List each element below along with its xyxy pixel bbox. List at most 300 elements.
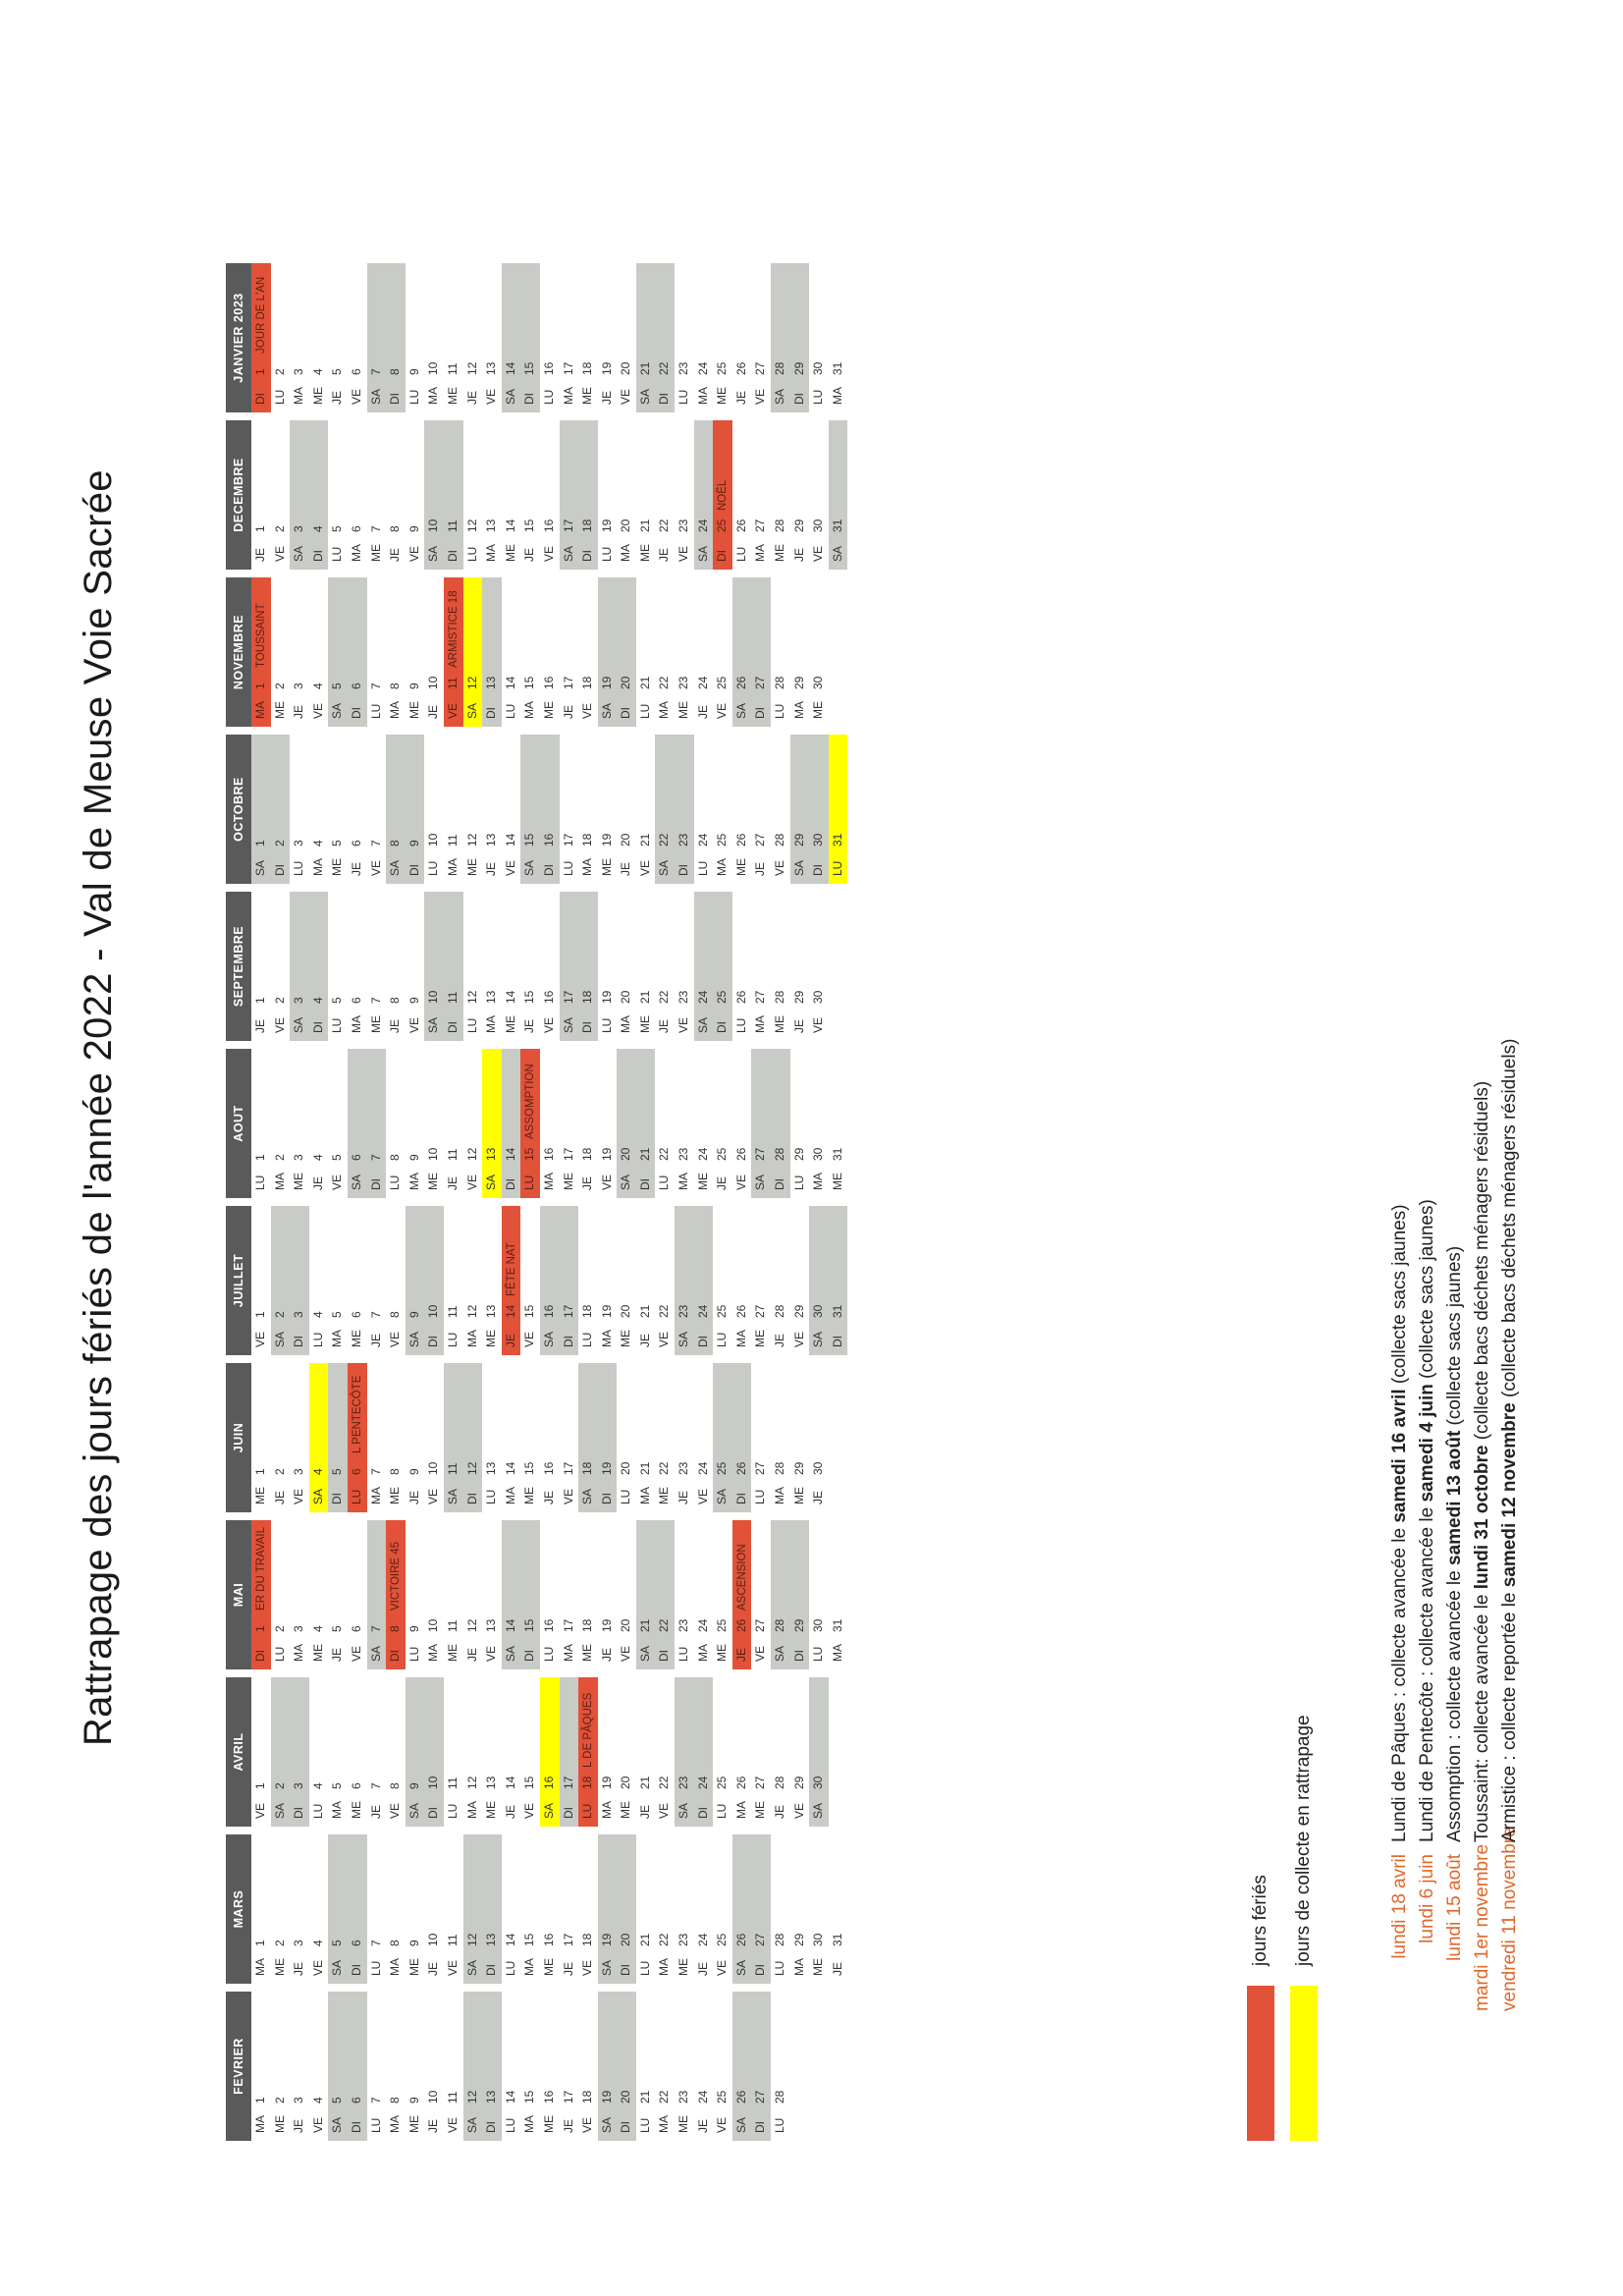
- day-cell: [751, 1206, 771, 1355]
- day-name: SA: [464, 1959, 479, 1976]
- day-cell: [424, 263, 444, 412]
- day-number: 3: [292, 840, 306, 847]
- day-name: DI: [292, 1807, 306, 1819]
- day-number: 16: [541, 2090, 556, 2104]
- day-cell: [424, 1363, 444, 1512]
- day-number: 15: [522, 1304, 537, 1318]
- day-number: 9: [406, 683, 421, 689]
- day-number: 4: [310, 683, 325, 689]
- day-name: SA: [657, 859, 672, 876]
- day-cell: [444, 1992, 463, 2141]
- day-cell: [732, 1834, 752, 1984]
- day-number: 3: [292, 1311, 306, 1318]
- day-cell: [598, 735, 618, 884]
- day-name: JE: [503, 1333, 517, 1347]
- day-name: JE: [253, 1018, 267, 1033]
- day-name: VE: [619, 388, 633, 405]
- day-cell: [751, 735, 771, 884]
- day-name: MA: [388, 2115, 403, 2133]
- day-number: 17: [561, 519, 575, 532]
- day-cell: [540, 577, 560, 727]
- day-number: 28: [773, 519, 787, 532]
- day-number: 19: [599, 990, 614, 1004]
- day-cell: [809, 1206, 829, 1355]
- day-number: 26: [733, 990, 748, 1004]
- day-number: 15: [522, 676, 537, 689]
- day-name: SA: [426, 1016, 441, 1033]
- day-cell: [732, 420, 752, 570]
- day-name: DI: [715, 1021, 730, 1033]
- day-name: SA: [464, 2116, 479, 2133]
- day-number: 15: [522, 833, 537, 847]
- day-cell: [809, 892, 829, 1041]
- day-cell: [309, 1834, 329, 1984]
- day-cell: [444, 735, 463, 884]
- day-name: DI: [464, 1493, 479, 1504]
- day-name: SA: [733, 702, 748, 719]
- day-cell: [636, 892, 656, 1041]
- day-cell: [771, 263, 790, 412]
- day-number: 24: [695, 2090, 710, 2104]
- day-name: ME: [522, 1487, 537, 1504]
- day-cell: [328, 1206, 348, 1355]
- day-name: JE: [773, 1333, 787, 1347]
- day-number: 21: [637, 990, 652, 1004]
- note-row: [1386, 1039, 1414, 2011]
- day-number: 9: [406, 1940, 421, 1946]
- day-number: 2: [272, 683, 287, 689]
- day-number: 14: [503, 676, 517, 689]
- day-name: ME: [637, 544, 652, 562]
- day-number: 23: [676, 833, 691, 847]
- day-name: MA: [484, 1015, 499, 1033]
- day-number: 29: [791, 833, 806, 847]
- day-cell: [520, 420, 540, 570]
- day-cell: [540, 1520, 560, 1669]
- day-number: 5: [330, 840, 345, 847]
- day-number: 20: [619, 2090, 633, 2104]
- day-cell: [636, 735, 656, 884]
- day-number: 31: [830, 833, 844, 847]
- day-name: MA: [561, 1644, 575, 1662]
- day-cell: [751, 1834, 771, 1984]
- day-cell: [713, 1992, 732, 2141]
- day-cell: [520, 1992, 540, 2141]
- day-number: 3: [292, 525, 306, 532]
- day-name: DI: [580, 550, 595, 562]
- day-name: JE: [484, 861, 499, 876]
- day-name: JE: [599, 1647, 614, 1662]
- day-cell: [424, 420, 444, 570]
- day-number: 21: [637, 1461, 652, 1475]
- day-name: ME: [310, 1644, 325, 1662]
- day-number: 21: [637, 1776, 652, 1789]
- day-number: 13: [484, 361, 499, 375]
- day-name: LU: [773, 2117, 787, 2133]
- day-cell: [829, 420, 848, 570]
- day-number: 3: [292, 683, 306, 689]
- day-cell: [790, 735, 810, 884]
- holiday-label: ARMISTICE 18: [447, 590, 460, 668]
- day-number: 11: [445, 362, 460, 375]
- day-number: 21: [637, 2090, 652, 2104]
- day-number: 24: [695, 1304, 710, 1318]
- day-name: LU: [464, 546, 479, 562]
- day-cell: [328, 1834, 348, 1984]
- day-cell: [482, 577, 502, 727]
- day-number: 9: [406, 368, 421, 375]
- day-cell: [367, 1992, 387, 2141]
- day-name: DI: [484, 2121, 499, 2133]
- day-cell: [771, 1363, 790, 1512]
- day-number: 6: [349, 525, 363, 532]
- day-number: 27: [753, 2090, 768, 2104]
- day-name: SA: [330, 1959, 345, 1976]
- day-name: VE: [657, 1331, 672, 1347]
- day-number: 25: [715, 519, 730, 532]
- day-name: ME: [715, 1644, 730, 1662]
- day-number: 20: [619, 990, 633, 1004]
- day-cell: [694, 263, 714, 412]
- day-number: 18: [580, 1933, 595, 1946]
- day-number: 20: [619, 833, 633, 847]
- day-cell: [309, 1049, 329, 1198]
- day-name: ME: [657, 1487, 672, 1504]
- day-cell: [751, 892, 771, 1041]
- day-number: 20: [619, 1618, 633, 1632]
- day-number: 27: [753, 361, 768, 375]
- day-number: 16: [541, 1776, 556, 1789]
- holiday-label: FÊTE NAT: [505, 1242, 517, 1296]
- day-number: 3: [292, 1782, 306, 1789]
- day-name: ME: [445, 1644, 460, 1662]
- day-number: 2: [272, 1782, 287, 1789]
- day-number: 17: [561, 676, 575, 689]
- day-cell: [598, 1049, 618, 1198]
- day-cell: [694, 1363, 714, 1512]
- day-number: 15: [522, 2090, 537, 2104]
- day-name: ME: [349, 1330, 363, 1347]
- day-name: ME: [464, 858, 479, 876]
- day-number: 2: [272, 368, 287, 375]
- day-cell: [367, 1677, 387, 1827]
- day-number: 30: [811, 676, 826, 689]
- day-number: 4: [310, 997, 325, 1004]
- day-number: 13: [484, 519, 499, 532]
- day-number: 28: [773, 361, 787, 375]
- note-date: lundi 15 août: [1444, 1854, 1465, 1961]
- day-number: 5: [330, 1311, 345, 1318]
- note-text-post: (collecte sacs jaunes): [1389, 1204, 1410, 1390]
- day-name: MA: [753, 1015, 768, 1033]
- day-cell: [251, 892, 271, 1041]
- day-cell: [463, 1049, 483, 1198]
- day-number: 19: [599, 2090, 614, 2104]
- day-cell: [328, 1363, 348, 1512]
- day-number: 7: [368, 1154, 383, 1161]
- day-name: JE: [272, 1490, 287, 1504]
- day-name: SA: [715, 1488, 730, 1504]
- day-cell: [251, 735, 271, 884]
- day-number: 11: [445, 677, 460, 689]
- day-name: JE: [637, 1333, 652, 1347]
- day-name: VE: [330, 1174, 345, 1190]
- day-name: ME: [753, 1330, 768, 1347]
- day-number: 19: [599, 361, 614, 375]
- day-number: 31: [830, 1618, 844, 1632]
- day-number: 19: [599, 1933, 614, 1946]
- collection-day-cell: [482, 1049, 502, 1198]
- day-number: 18: [580, 1776, 595, 1789]
- day-name: MA: [330, 1330, 345, 1347]
- day-name: VE: [791, 1331, 806, 1347]
- day-name: DI: [406, 864, 421, 876]
- day-cell: [694, 1992, 714, 2141]
- day-cell: [502, 1834, 521, 1984]
- note-text-date: lundi 31 octobre: [1472, 1445, 1492, 1590]
- day-name: JE: [426, 1961, 441, 1976]
- day-name: JE: [753, 861, 768, 876]
- day-cell: [655, 892, 675, 1041]
- day-name: JE: [330, 390, 345, 405]
- day-name: ME: [406, 1958, 421, 1976]
- day-cell: [540, 1834, 560, 1984]
- day-cell: [309, 1520, 329, 1669]
- day-cell: [406, 1206, 425, 1355]
- day-name: SA: [310, 1488, 325, 1504]
- day-cell: [406, 1677, 425, 1827]
- day-name: DI: [561, 1336, 575, 1347]
- day-name: MA: [676, 1173, 691, 1190]
- day-number: 12: [464, 1461, 479, 1475]
- day-cell: [290, 1363, 309, 1512]
- day-number: 25: [715, 676, 730, 689]
- day-cell: [694, 1677, 714, 1827]
- notes-list: [1386, 1039, 1524, 2011]
- day-name: MA: [695, 387, 710, 405]
- day-cell: [386, 1834, 406, 1984]
- holiday-cell: [502, 1206, 521, 1355]
- day-number: 26: [733, 2090, 748, 2104]
- day-number: 27: [753, 1147, 768, 1161]
- day-cell: [290, 1677, 309, 1827]
- day-number: 22: [657, 833, 672, 847]
- day-name: ME: [619, 1330, 633, 1347]
- day-cell: [809, 735, 829, 884]
- day-name: DI: [388, 393, 403, 405]
- note-text-pre: Armistice : collecte reportée le: [1499, 1587, 1520, 1842]
- day-name: SA: [522, 859, 537, 876]
- day-name: LU: [580, 1332, 595, 1347]
- day-number: 19: [599, 1776, 614, 1789]
- collection-day-cell: [463, 577, 483, 727]
- day-number: 11: [445, 834, 460, 847]
- day-number: 6: [349, 2097, 363, 2104]
- day-cell: [328, 735, 348, 884]
- day-number: 12: [464, 1933, 479, 1946]
- collection-day-cell: [540, 1677, 560, 1827]
- day-cell: [482, 1206, 502, 1355]
- day-number: 13: [484, 1933, 499, 1946]
- day-name: LU: [599, 1017, 614, 1033]
- day-cell: [444, 1520, 463, 1669]
- day-name: MA: [791, 701, 806, 719]
- day-cell: [328, 892, 348, 1041]
- day-number: 30: [811, 1147, 826, 1161]
- day-name: DI: [657, 1650, 672, 1662]
- day-cell: [617, 1049, 636, 1198]
- day-name: DI: [349, 707, 363, 719]
- day-cell: [367, 1049, 387, 1198]
- day-cell: [520, 1834, 540, 1984]
- page-title: Rattrapage des jours fériés de l'année 2022 - Val de Meuse Voie Sacrée: [77, 469, 120, 1746]
- day-name: JE: [791, 547, 806, 562]
- day-number: 18: [580, 1147, 595, 1161]
- day-name: SA: [773, 388, 787, 405]
- day-name: JE: [426, 704, 441, 719]
- day-name: LU: [426, 860, 441, 876]
- day-cell: [694, 577, 714, 727]
- day-number: 18: [580, 1304, 595, 1318]
- day-name: VE: [310, 2116, 325, 2133]
- month-column: [226, 892, 829, 1041]
- day-number: 14: [503, 1461, 517, 1475]
- day-number: 12: [464, 1147, 479, 1161]
- day-name: JE: [503, 1804, 517, 1819]
- day-cell: [540, 892, 560, 1041]
- day-number: 21: [637, 1933, 652, 1946]
- day-number: 1: [253, 997, 267, 1004]
- day-name: DI: [349, 2121, 363, 2133]
- note-text-pre: Assomption : collecte avancée le: [1444, 1565, 1465, 1842]
- day-name: ME: [445, 387, 460, 405]
- day-cell: [636, 1049, 656, 1198]
- day-cell: [560, 735, 579, 884]
- day-number: 24: [695, 361, 710, 375]
- day-number: 17: [561, 1461, 575, 1475]
- day-number: 11: [445, 1619, 460, 1632]
- day-number: 19: [599, 1147, 614, 1161]
- day-name: MA: [637, 1487, 652, 1504]
- day-name: SA: [388, 859, 403, 876]
- day-number: 24: [695, 1147, 710, 1161]
- day-name: JE: [657, 1018, 672, 1033]
- day-name: LU: [445, 1803, 460, 1819]
- day-name: DI: [773, 1178, 787, 1190]
- day-name: VE: [753, 388, 768, 405]
- day-cell: [713, 735, 732, 884]
- day-name: DI: [541, 864, 556, 876]
- day-cell: [328, 577, 348, 727]
- day-cell: [751, 1520, 771, 1669]
- day-number: 22: [657, 990, 672, 1004]
- day-cell: [502, 577, 521, 727]
- day-number: 27: [753, 1618, 768, 1632]
- day-name: ME: [811, 1958, 826, 1976]
- day-cell: [560, 1363, 579, 1512]
- day-cell: [386, 420, 406, 570]
- day-number: 4: [310, 1940, 325, 1946]
- day-cell: [502, 735, 521, 884]
- day-name: ME: [368, 1015, 383, 1033]
- day-name: LU: [561, 860, 575, 876]
- day-name: VE: [310, 702, 325, 719]
- day-cell: [251, 1677, 271, 1827]
- day-cell: [520, 1520, 540, 1669]
- day-number: 18: [580, 1461, 595, 1475]
- day-cell: [290, 420, 309, 570]
- day-number: 14: [503, 361, 517, 375]
- day-number: 13: [484, 676, 499, 689]
- day-cell: [444, 420, 463, 570]
- day-number: 6: [349, 683, 363, 689]
- day-cell: [617, 1992, 636, 2141]
- day-cell: [290, 263, 309, 412]
- day-number: 9: [406, 525, 421, 532]
- day-cell: [251, 1363, 271, 1512]
- day-number: 23: [676, 1304, 691, 1318]
- day-cell: [367, 263, 387, 412]
- day-number: 7: [368, 1940, 383, 1946]
- day-name: VE: [811, 545, 826, 562]
- day-number: 25: [715, 1776, 730, 1789]
- month-header: MAI: [226, 1520, 251, 1669]
- day-name: LU: [637, 2117, 652, 2133]
- day-cell: [790, 1363, 810, 1512]
- day-name: LU: [388, 1175, 403, 1190]
- day-cell: [732, 735, 752, 884]
- day-cell: [560, 1834, 579, 1984]
- day-number: 22: [657, 1618, 672, 1632]
- day-number: 25: [715, 1933, 730, 1946]
- day-number: 3: [292, 1154, 306, 1161]
- day-cell: [367, 892, 387, 1041]
- day-number: 11: [445, 1934, 460, 1946]
- day-name: LU: [464, 1017, 479, 1033]
- day-cell: [675, 1049, 694, 1198]
- day-cell: [271, 420, 291, 570]
- day-cell: [732, 1206, 752, 1355]
- day-number: 1: [253, 1468, 267, 1475]
- day-cell: [520, 735, 540, 884]
- day-number: 12: [464, 519, 479, 532]
- day-name: VE: [522, 1802, 537, 1819]
- day-cell: [502, 1677, 521, 1827]
- day-cell: [406, 263, 425, 412]
- day-cell: [751, 263, 771, 412]
- day-cell: [482, 1363, 502, 1512]
- day-name: VE: [715, 702, 730, 719]
- day-cell: [482, 892, 502, 1041]
- day-cell: [348, 263, 367, 412]
- day-cell: [732, 1363, 752, 1512]
- day-name: JE: [561, 704, 575, 719]
- collection-day-cell: [829, 735, 848, 884]
- month-header: JANVIER 2023: [226, 263, 251, 412]
- holiday-cell: [251, 577, 271, 727]
- day-name: VE: [388, 1802, 403, 1819]
- day-name: MA: [522, 701, 537, 719]
- month-header: AOUT: [226, 1049, 251, 1198]
- day-name: ME: [715, 387, 730, 405]
- day-cell: [271, 1992, 291, 2141]
- day-cell: [617, 1363, 636, 1512]
- day-name: LU: [733, 546, 748, 562]
- day-number: 23: [676, 990, 691, 1004]
- day-name: LU: [773, 703, 787, 719]
- day-name: MA: [292, 1644, 306, 1662]
- day-name: VE: [445, 702, 460, 719]
